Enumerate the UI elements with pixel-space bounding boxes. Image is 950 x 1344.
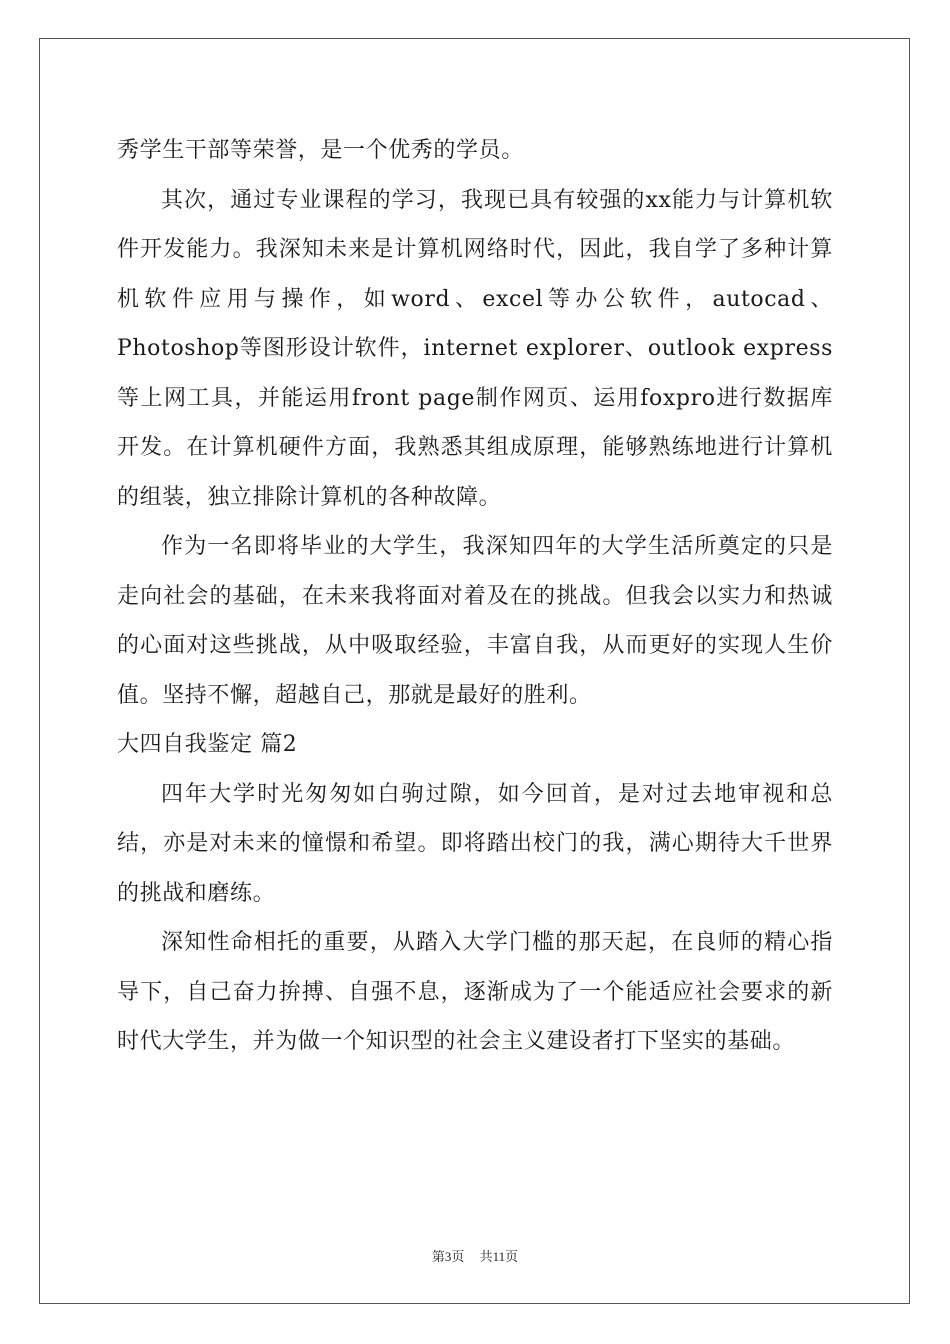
paragraph-four-years: 四年大学时光匆匆如白驹过隙，如今回首，是对过去地审视和总结，亦是对未来的憧憬和希望。即将踏出校门的我，满心期待大千世界的挑战和磨练。	[117, 781, 833, 906]
paragraph-graduation-outlook: 作为一名即将毕业的大学生，我深知四年的大学生活所奠定的只是走向社会的基础，在未来我将面对着及在的挑战。但我会以实力和热诚的心面对这些挑战，从中吸取经验，丰富自我，从而更好的实现人生价值。坚持不懈，超越自己，那就是最好的胜利。	[117, 534, 833, 708]
document-body	[117, 126, 833, 1067]
page-number: 第3页	[431, 1249, 465, 1264]
page-total: 共11页	[479, 1249, 519, 1264]
paragraph-self-improvement: 深知性命相托的重要，从踏入大学门槛的那天起，在良师的精心指导下，自己奋力拚搏、自强不息，逐渐成为了一个能适应社会要求的新时代大学生，并为做一个知识型的社会主义建设者打下坚实的基础。	[117, 930, 833, 1054]
paragraph-computer-skills: 其次，通过专业课程的学习，我现已具有较强的xx能力与计算机软件开发能力。我深知未来是计算机网络时代，因此，我自学了多种计算机软件应用与操作，如word、excel等办公软件，autocad、Photoshop等图形设计软件，internet explorer、outlook express等上网工具，并能运用front page制作网页、运用foxpro进行数据库开发。在计算机硬件方面，我熟悉其组成原理，能够熟练地进行计算机的组装，独立排除计算机的各种故障。	[117, 187, 833, 510]
page-footer	[0, 1246, 950, 1265]
paragraph-continued: 秀学生干部等荣誉，是一个优秀的学员。	[117, 138, 524, 163]
section-heading: 大四自我鉴定 篇2	[117, 732, 298, 757]
